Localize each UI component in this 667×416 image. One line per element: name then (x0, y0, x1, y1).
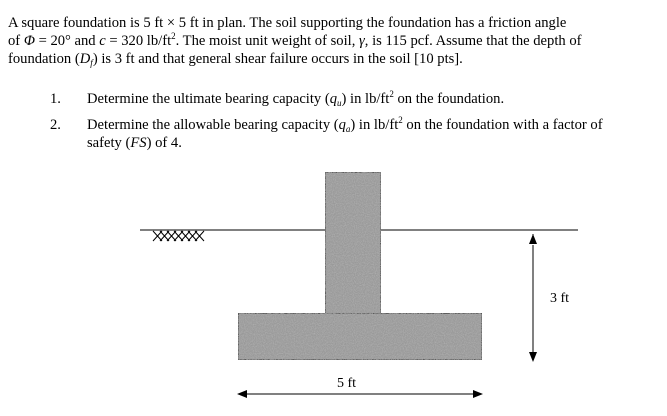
soil-hatch-icon (153, 231, 204, 241)
arrow-up-icon (529, 234, 537, 244)
question-text: ) of 4. (146, 135, 182, 151)
q-symbol: q (329, 91, 338, 107)
superscript: 2 (389, 89, 394, 99)
arrow-left-icon (237, 390, 247, 398)
problem-text: of (8, 33, 24, 49)
question-text: safety ( (87, 135, 131, 151)
phi-symbol: Φ (23, 33, 35, 49)
question-text: Determine the ultimate bearing capacity ( (87, 91, 330, 107)
problem-text: ) is 3 ft and that general shear failure occurs in the soil [10 pts]. (92, 51, 463, 67)
gamma-symbol: γ (359, 33, 365, 49)
cohesion-symbol: c (99, 33, 106, 49)
subscript: a (345, 124, 351, 134)
list-number: 1. (50, 91, 61, 107)
subscript: f (90, 58, 93, 68)
question-text: Determine the allowable bearing capacity ( (87, 117, 339, 133)
problem-text: = 20° and (34, 33, 100, 49)
question-text: on the foundation with a factor of (402, 117, 603, 133)
question-text: ) in lb/ft (341, 91, 390, 107)
depth-label: 3 ft (550, 291, 570, 306)
question-text: ) in lb/ft (350, 117, 399, 133)
list-number: 2. (50, 117, 61, 133)
problem-text: foundation ( (8, 51, 80, 67)
width-label: 5 ft (337, 376, 357, 391)
question-text: on the foundation. (393, 91, 505, 107)
problem-text: . The moist unit weight of soil, (175, 33, 359, 49)
superscript: 2 (171, 31, 176, 41)
q-symbol: q (338, 117, 346, 133)
problem-text: A square foundation is 5 ft × 5 ft in plan. The soil supporting the foundation has a friction angle (8, 15, 567, 31)
depth-symbol: D (79, 51, 91, 67)
arrow-down-icon (529, 352, 537, 362)
fs-symbol: FS (130, 135, 147, 151)
problem-text: , is 115 pcf. Assume that the depth of (364, 33, 582, 49)
superscript: 2 (398, 115, 403, 125)
subscript: u (337, 98, 342, 108)
problem-text: = 320 lb/ft (105, 33, 172, 49)
foundation-footing (238, 313, 482, 360)
foundation-column (325, 172, 381, 314)
arrow-right-icon (473, 390, 483, 398)
